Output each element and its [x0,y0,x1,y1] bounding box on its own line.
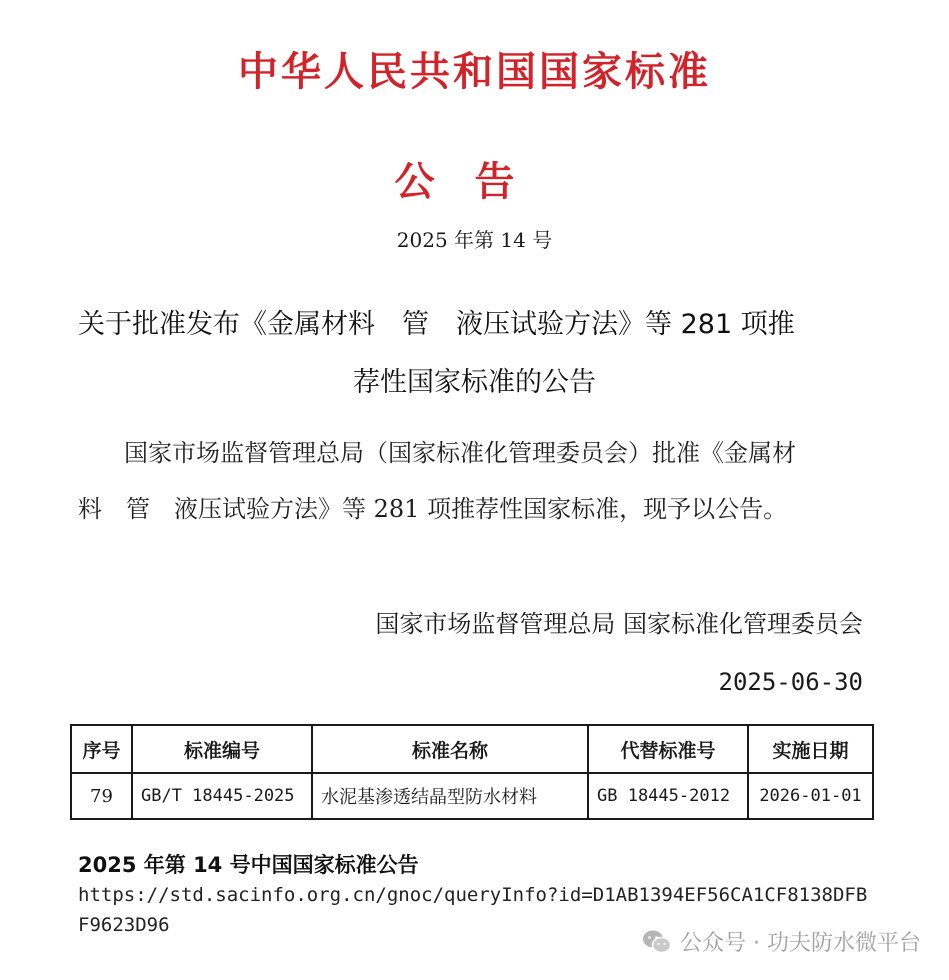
header-replaced-standard: 代替标准号 [588,725,748,773]
wechat-icon [642,929,672,955]
header-standard-name: 标准名称 [312,725,588,773]
signer: 国家市场监督管理总局 国家标准化管理委员会 [375,610,863,638]
table-header-row [71,725,873,773]
document-title: 中华人民共和国国家标准 [238,48,711,95]
header-serial: 序号 [71,725,132,773]
cell-standard-name: 水泥基渗透结晶型防水材料 [312,773,588,819]
cell-replaced-standard: GB 18445-2012 [588,773,748,819]
watermark-text: 公众号 · 功夫防水微平台 [680,931,921,956]
watermark [642,926,921,957]
announcement-label: 公告 [394,158,555,205]
header-effective-date: 实施日期 [748,725,873,773]
table-row [71,773,873,819]
footer-title: 2025 年第 14 号中国国家标准公告 [78,853,419,877]
issue-number: 2025 年第 14 号 [396,228,553,252]
source-link[interactable]: https://std.sacinfo.org.cn/gnoc/queryInfo?id=D1AB1394EF56CA1CF8138DFBF9623D96 [78,884,868,936]
notice-date: 2025-06-30 [718,668,863,696]
notice-heading-line1: 关于批准发布《金属材料 管 液压试验方法》等 281 项推 [78,309,795,340]
notice-body-line2: 料 管 液压试验方法》等 281 项推荐性国家标准，现予以公告。 [78,495,788,523]
header-standard-number: 标准编号 [132,725,312,773]
notice-body-line1: 国家市场监督管理总局（国家标准化管理委员会）批准《金属材 [124,439,796,467]
standards-table [70,724,874,820]
cell-serial: 79 [71,773,132,819]
notice-heading-line2: 荐性国家标准的公告 [353,367,596,398]
cell-effective-date: 2026-01-01 [748,773,873,819]
cell-standard-number: GB/T 18445-2025 [132,773,312,819]
